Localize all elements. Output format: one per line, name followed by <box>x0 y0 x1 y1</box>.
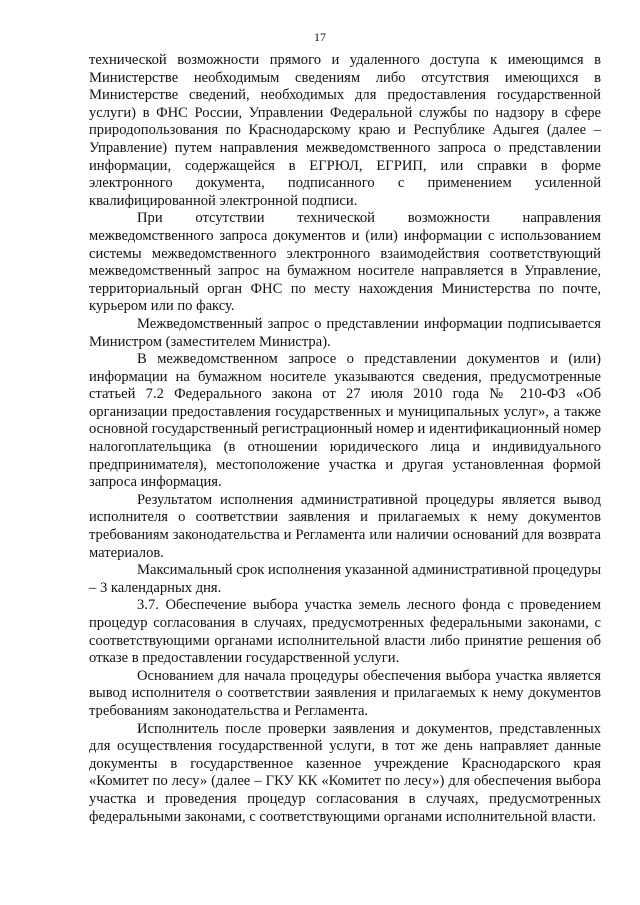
paragraph: Основанием для начала процедуры обеспечения выбора участка является вывод исполнителя о соответствии заявления и прилагаемых к нему документов требованиям законодательства и Регламента. <box>89 667 601 719</box>
paragraph: 3.7. Обеспечение выбора участка земель лесного фонда с проведением процедур согласования в случаях, предусмотренных федеральными законами, с соответствующими органами исполнительной власти либо принятие решения об отказе в предоставлении государственной услуги. <box>89 597 601 667</box>
paragraph: В межведомственном запросе о представлении документов и (или) информации на бумажном носителе указываются сведения, предусмотренные статьей 7.2 Федерального закона от 27 июля 2010 года № 210-ФЗ «Об организации предоставления государственных и муниципальных услуг», а также основной государственный регистрационный номер и идентификационный номер налогоплательщика (в отношении юридического лица и индивидуального предпринимателя), местоположение участка и другая установленная формой запроса информация. <box>89 351 601 491</box>
page-number: 17 <box>314 30 326 44</box>
paragraph: При отсутствии технической возможности направления межведомственного запроса документов и (или) информации с использованием системы межведомственного электронного взаимодействия соответствующий межведомственный запрос на бумажном носителе направляется в Управление, территориальный орган ФНС по месту нахождения Министерства по почте, курьером или по факсу. <box>89 210 601 315</box>
paragraph: технической возможности прямого и удаленного доступа к имеющимся в Министерстве необходимым сведениям либо отсутствия имеющихся в Министерстве сведений, необходимых для предоставления государственной услуги) в ФНС России, Управлении Федеральной службы по надзору в сфере природопользования по Краснодарскому краю и Республике Адыгея (далее – Управление) путем направления межведомственного запроса о представлении информации, содержащейся в ЕГРЮЛ, ЕГРИП, или справки в форме электронного документа, подписанного с применением усиленной квалифицированной электронной подписи. <box>89 52 601 209</box>
paragraph: Исполнитель после проверки заявления и документов, представленных для осуществления государственной услуги, в тот же день направляет данные документы в государственное казенное учреждение Краснодарского края «Комитет по лесу» (далее – ГКУ КК «Комитет по лесу») для обеспечения выбора участка и проведения процедур согласования в случаях, предусмотренных федеральными законами, с соответствующими органами исполнительной власти. <box>89 720 601 825</box>
paragraph: Максимальный срок исполнения указанной административной процедуры – 3 календарных дня. <box>89 562 602 596</box>
paragraph: Результатом исполнения административной процедуры является вывод исполнителя о соответствии заявления и прилагаемых к нему документов требованиям законодательства и Регламента или наличии оснований для возврата материалов. <box>89 491 601 561</box>
document-body <box>89 52 601 826</box>
paragraph: Межведомственный запрос о представлении информации подписывается Министром (заместителем Министра). <box>89 315 601 350</box>
